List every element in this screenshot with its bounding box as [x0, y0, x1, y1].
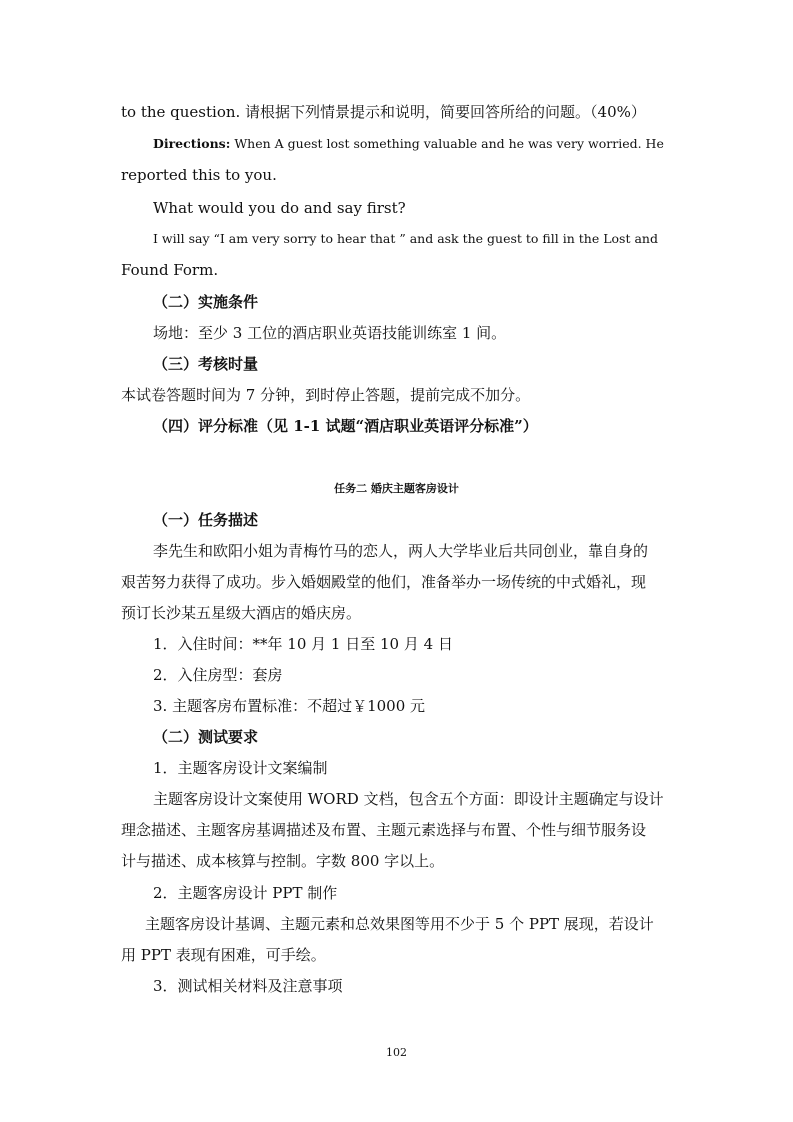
list-item: 3．测试相关材料及注意事项 — [153, 977, 343, 995]
body-line: 用 PPT 表现有困难，可手绘。 — [121, 946, 326, 964]
section-heading: （三）考核时量 — [153, 355, 259, 373]
body-line: 计与描述、成本核算与控制。字数 800 字以上。 — [121, 852, 445, 870]
directions-label: Directions: — [153, 136, 231, 151]
task-title: 任务二 婚庆主题客房设计 — [334, 482, 459, 495]
list-item: 2．主题客房设计 PPT 制作 — [153, 884, 338, 902]
body-line: 预订长沙某五星级大酒店的婚庆房。 — [121, 604, 362, 622]
body-line: 艰苦努力获得了成功。步入婚姻殿堂的他们，准备举办一场传统的中式婚礼，现 — [121, 573, 647, 591]
question-line: What would you do and say first? — [153, 199, 406, 217]
body-line: 本试卷答题时间为 7 分钟，到时停止答题，提前完成不加分。 — [121, 386, 531, 404]
body-line: reported this to you. — [121, 166, 277, 184]
body-line: 理念描述、主题客房基调描述及布置、主题元素选择与布置、个性与细节服务设 — [121, 821, 647, 839]
answer-line: I will say “I am very sorry to hear that ” and ask the guest to fill in the Lost and — [153, 231, 658, 246]
list-item: 2．入住房型：套房 — [153, 666, 283, 684]
section-heading: （一）任务描述 — [153, 511, 259, 529]
directions-line — [153, 134, 672, 154]
directions-text: When A guest lost something valuable and he was very worried. He — [234, 136, 664, 151]
section-heading: （二）测试要求 — [153, 728, 259, 746]
list-item: 1．主题客房设计文案编制 — [153, 759, 328, 777]
section-heading: （二）实施条件 — [153, 293, 259, 311]
list-item: 1．入住时间：**年 10 月 1 日至 10 月 4 日 — [153, 635, 453, 653]
list-item: 3. 主题客房布置标准：不超过￥1000 元 — [153, 697, 426, 715]
body-line: 主题客房设计基调、主题元素和总效果图等用不少于 5 个 PPT 展现，若设计 — [145, 915, 654, 933]
body-line: 李先生和欧阳小姐为青梅竹马的恋人，两人大学毕业后共同创业，靠自身的 — [153, 542, 649, 560]
body-line: 场地：至少 3 工位的酒店职业英语技能训练室 1 间。 — [153, 324, 507, 342]
answer-line: Found Form. — [121, 261, 219, 279]
page-number: 102 — [386, 1046, 407, 1059]
section-heading: （四）评分标准（见 1-1 试题“酒店职业英语评分标准”） — [153, 417, 538, 435]
body-line: to the question. 请根据下列情景提示和说明，简要回答所给的问题。（40%） — [121, 103, 646, 121]
body-line: 主题客房设计文案使用 WORD 文档，包含五个方面：即设计主题确定与设计 — [153, 790, 664, 808]
